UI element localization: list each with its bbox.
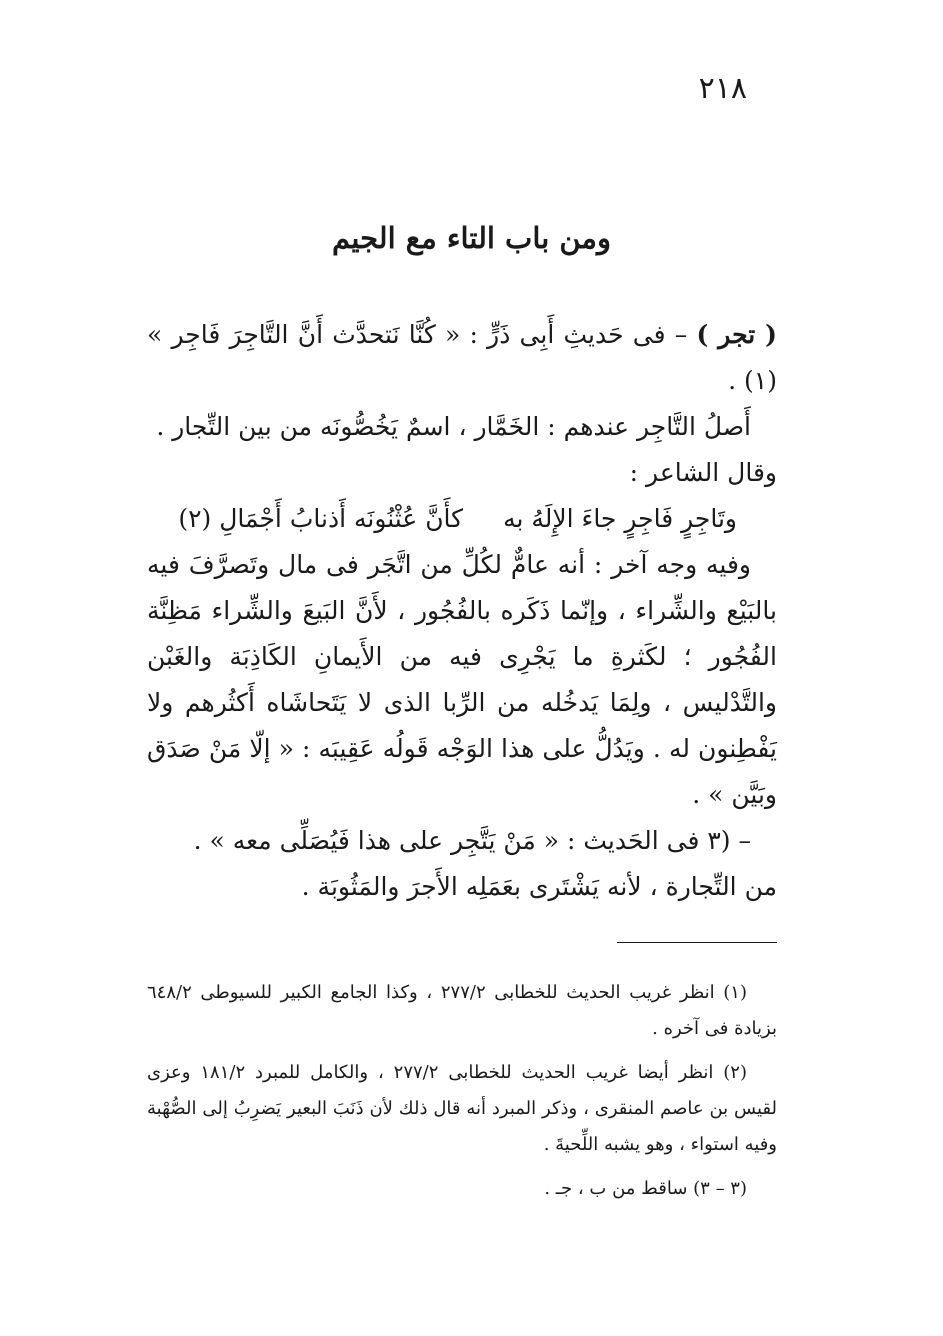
footnote-3: (٣ – ٣) ساقط من ب ، جـ . <box>544 1178 747 1199</box>
paragraph-2: وقال الشاعر : <box>629 458 777 487</box>
entry-keyword: ( تجر ) <box>696 320 777 349</box>
page-number: ٢١٨ <box>698 71 747 106</box>
footnotes <box>147 975 777 1215</box>
section-heading: ومن باب التاء مع الجيم <box>332 221 611 255</box>
paragraph-1: أَصلُ التَّاجِر عندهم : الخَمَّار ، اسمٌ يَخُصُّونَه من بين التِّجار . <box>156 412 751 441</box>
entry-paragraph <box>147 312 777 404</box>
main-text <box>147 312 777 910</box>
entry-text: – فى حَديثِ أَبِى ذَرٍّ : « كُنَّا نَتحدَّث أَنَّ التَّاجِرَ فَاجِر » (١) . <box>147 320 777 395</box>
verse-hemistich-2: كأَنَّ عُثْنُونَه أَذنابُ أَجْمَالِ (٢) <box>178 504 464 533</box>
paragraph-4: – (٣ فى الحَديث : « مَنْ يَتَّجِر على هذا فَيُصَلِّى معه » . <box>193 826 751 855</box>
footnote-separator <box>617 942 777 943</box>
footnote-1: (١) انظر غريب الحديث للخطابى ٢٧٧/٢ ، وكذا الجامع الكبير للسيوطى ٦٤٨/٢ بزيادة فى آخره . <box>147 982 777 1039</box>
footnote-2: (٢) انظر أيضا غريب الحديث للخطابى ٢٧٧/٢ ، والكامل للمبرد ١٨١/٢ وعزى لقيس بن عاصم المنقرى ، وذكر المبرد أنه قال ذلك لأن ذَنَبَ البعير يَضرِبُ إلى الصُّهْبة وفيه استواء ، وهو يشبه اللِّحيةَ . <box>147 1062 777 1155</box>
paragraph-3: وفيه وجه آخر : أنه عامٌّ لكُلِّ من اتَّجَر فى مال وتَصرَّفَ فيه بالبَيْع والشِّراء ، وإنّما ذَكَره بالفُجُور ، لأَنَّ البَيعَ والشِّراء مَظِنَّة الفُجُور ؛ لكَثرةِ ما يَجْرِى فيه من الأَيمانِ الكَاذِبَة والغَبْن والتَّدْليس ، ولِمَا يَدخُله من الرِّبا الذى لا يَتَحاشَاه أَكثُرهم ولا يَفْطِنون له . ويَدُلُّ على هذا الوَجْه قَولُه عَقِيبَه : « إلّا مَنْ صَدَق وبَيَّن » . <box>147 550 777 809</box>
poetry-verse <box>147 496 777 542</box>
paragraph-5: من التِّجارة ، لأنه يَشْتَرى بعَمَلِه الأَجرَ والمَثُوبَة . <box>301 872 777 901</box>
verse-hemistich-1: وتَاجِرٍ فَاجِرٍ جاءَ الإِلَهُ به <box>503 504 737 533</box>
